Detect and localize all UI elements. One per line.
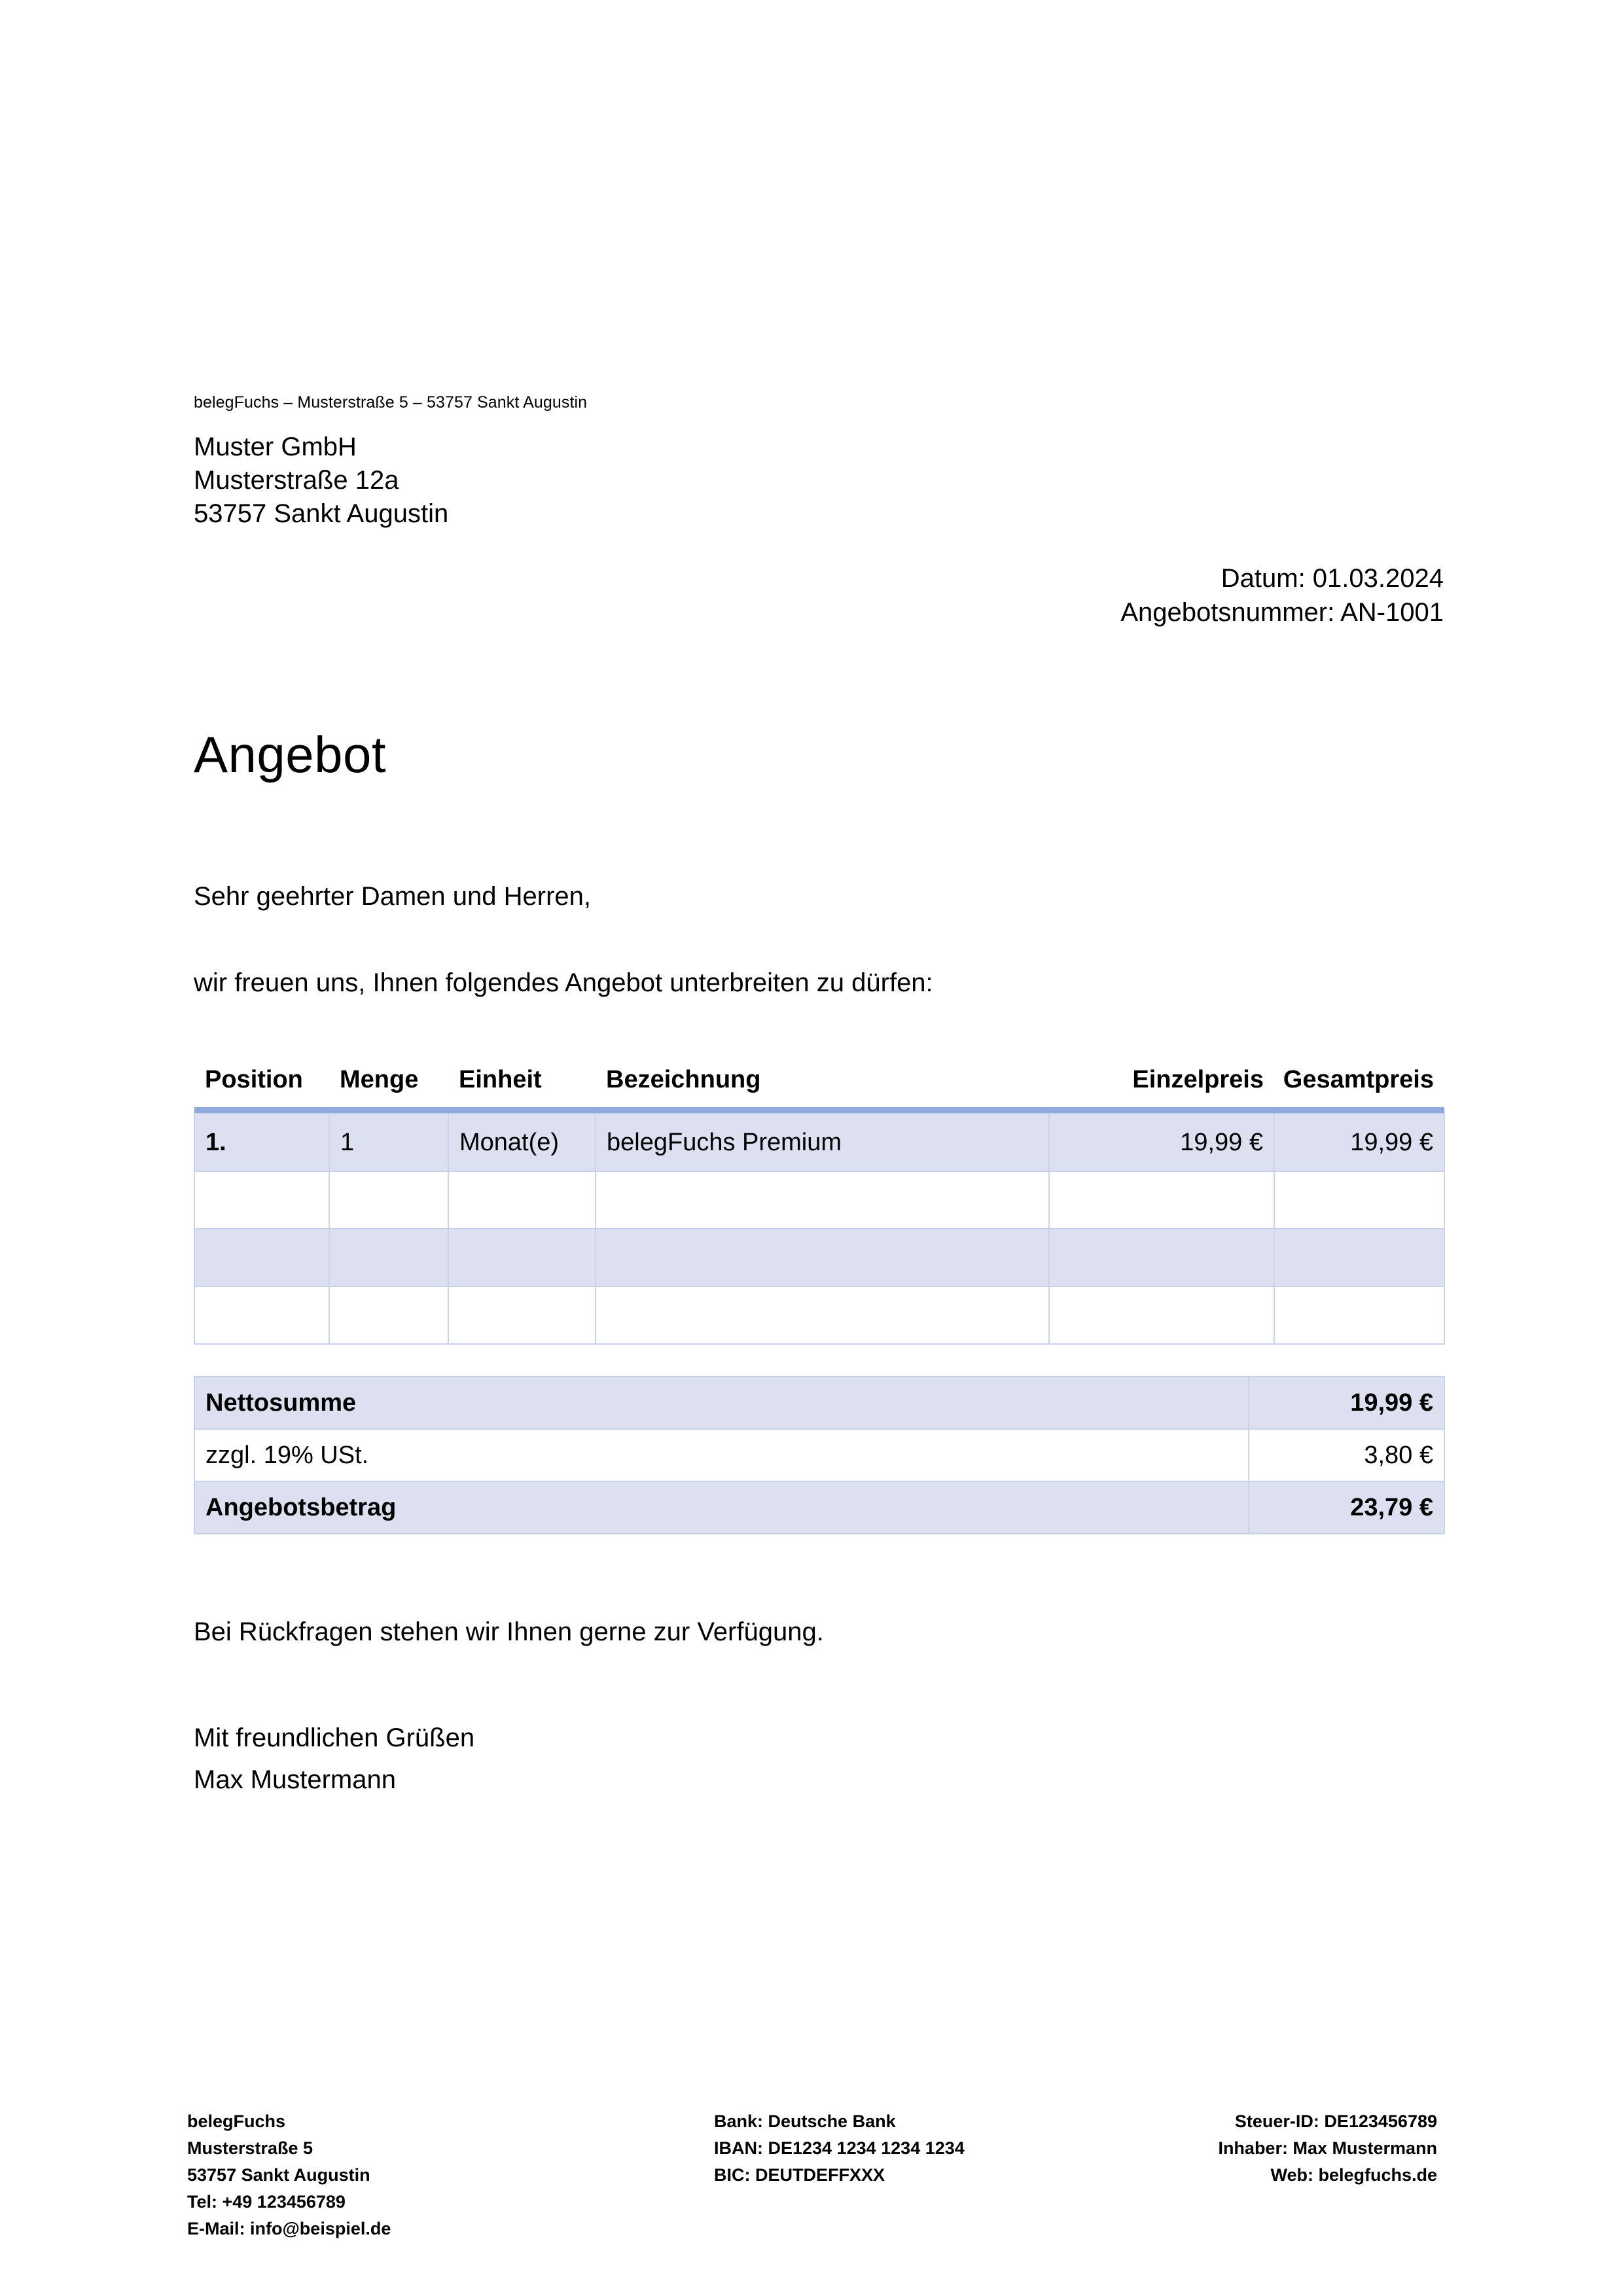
cell-unit-price: 19,99 € [1049,1114,1274,1171]
footer-company-city: 53757 Sankt Augustin [187,2165,370,2185]
table-row [194,1286,1444,1344]
signature-text: Max Mustermann [194,1765,396,1795]
cell-position [194,1286,329,1344]
footer-bank-bic: BIC: DEUTDEFFXXX [714,2165,885,2185]
document-date: Datum: 01.03.2024 [1221,563,1444,593]
column-header-description: Bezeichnung [606,1066,761,1094]
recipient-address-block [194,431,1444,531]
document-meta-block [194,561,1444,631]
cell-quantity [329,1286,448,1344]
cell-position [194,1229,329,1286]
cell-unit-price [1049,1171,1274,1229]
cell-total-price [1274,1286,1444,1344]
column-header-total-price: Gesamtpreis [1283,1066,1434,1094]
summary-row-net [194,1377,1444,1429]
document-number: Angebotsnummer: AN-1001 [1120,598,1444,627]
footer-bank-column [714,2108,965,2189]
regards-text: Mit freundlichen Grüßen [194,1723,475,1753]
cell-unit: Monat(e) [448,1114,596,1171]
cell-unit [448,1229,596,1286]
cell-description [596,1286,1049,1344]
intro-text: wir freuen uns, Ihnen folgendes Angebot unterbreiten zu dürfen: [194,968,933,998]
footer-company-phone: Tel: +49 123456789 [187,2192,346,2212]
summary-value-vat: 3,80 € [1249,1429,1444,1481]
footer-bank-iban: IBAN: DE1234 1234 1234 1234 [714,2138,965,2159]
page-title: Angebot [194,726,387,784]
summary-label-net: Nettosumme [194,1377,1249,1429]
page-footer [187,2108,1437,2242]
footer-company-column [187,2108,391,2242]
closing-text: Bei Rückfragen stehen wir Ihnen gerne zur Verfügung. [194,1617,824,1647]
cell-quantity: 1 [329,1114,448,1171]
line-items-table [194,1066,1445,1345]
recipient-street: Musterstraße 12a [194,466,399,495]
sender-return-line: belegFuchs – Musterstraße 5 – 53757 Sankt Augustin [194,393,588,412]
column-header-position: Position [205,1066,303,1094]
header-rule-bar [194,1107,1444,1114]
cell-total-price [1274,1229,1444,1286]
cell-quantity [329,1171,448,1229]
summary-label-vat: zzgl. 19% USt. [194,1429,1249,1481]
summary-row-total [194,1481,1444,1534]
cell-unit [448,1171,596,1229]
table-header-row [194,1066,1444,1107]
footer-tax-id: Steuer-ID: DE123456789 [1234,2111,1437,2131]
document-content [194,0,1444,1797]
cell-unit-price [1049,1286,1274,1344]
summary-row-vat [194,1429,1444,1481]
column-header-quantity: Menge [340,1066,419,1094]
cell-total-price: 19,99 € [1274,1114,1444,1171]
table-row [194,1171,1444,1229]
summary-table [194,1376,1445,1534]
footer-web: Web: belegfuchs.de [1270,2165,1437,2185]
cell-unit-price [1049,1229,1274,1286]
footer-company-email: E-Mail: info@beispiel.de [187,2219,391,2239]
footer-owner: Inhaber: Max Mustermann [1218,2138,1437,2159]
table-row [194,1114,1444,1171]
summary-value-total: 23,79 € [1249,1481,1444,1534]
cell-position: 1. [194,1114,329,1171]
table-header-rule [194,1107,1444,1114]
cell-position [194,1171,329,1229]
table-row [194,1229,1444,1286]
cell-total-price [1274,1171,1444,1229]
cell-description: belegFuchs Premium [596,1114,1049,1171]
summary-label-total: Angebotsbetrag [194,1481,1249,1534]
cell-quantity [329,1229,448,1286]
recipient-city: 53757 Sankt Augustin [194,499,449,529]
footer-company-street: Musterstraße 5 [187,2138,313,2159]
recipient-name: Muster GmbH [194,433,357,461]
footer-legal-column [1218,2108,1437,2189]
greeting-text: Sehr geehrter Damen und Herren, [194,882,591,911]
column-header-unit-price: Einzelpreis [1132,1066,1264,1094]
summary-value-net: 19,99 € [1249,1377,1444,1429]
column-header-unit: Einheit [459,1066,542,1094]
footer-company-name: belegFuchs [187,2111,286,2131]
footer-bank-name: Bank: Deutsche Bank [714,2111,896,2131]
cell-description [596,1171,1049,1229]
cell-description [596,1229,1049,1286]
cell-unit [448,1286,596,1344]
line-items-section [194,1066,1444,1534]
